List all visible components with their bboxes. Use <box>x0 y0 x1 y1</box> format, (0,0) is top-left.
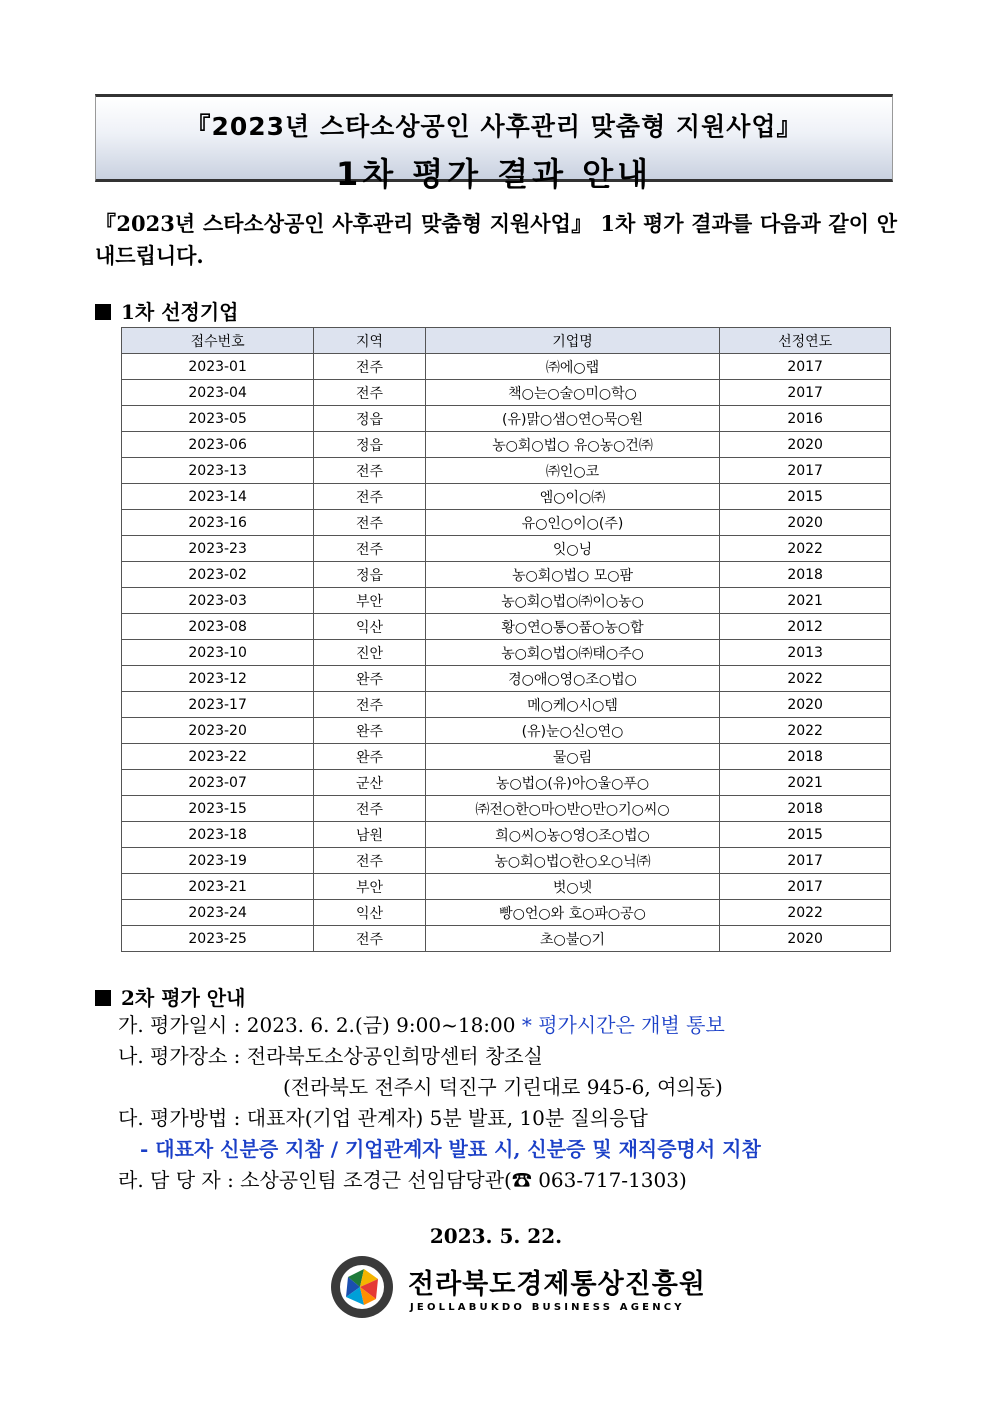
cell-region: 전주 <box>314 796 426 822</box>
table-row <box>122 380 891 406</box>
cell-year: 2015 <box>720 822 891 848</box>
cell-receipt-no: 2023-04 <box>122 380 314 406</box>
cell-year: 2018 <box>720 562 891 588</box>
cell-year: 2021 <box>720 588 891 614</box>
table-row <box>122 562 891 588</box>
square-bullet-icon <box>95 304 111 320</box>
cell-company: 농○회○법○한○오○닉㈜ <box>425 848 720 874</box>
eval-contact: 라. 담 당 자 : 소상공인팀 조경근 선임담당관( <box>118 1168 512 1192</box>
cell-company: 황○연○통○품○농○합 <box>425 614 720 640</box>
table-body <box>122 354 891 952</box>
cell-region: 익산 <box>314 900 426 926</box>
cell-region: 완주 <box>314 744 426 770</box>
cell-company: 농○회○법○ 모○팜 <box>425 562 720 588</box>
cell-year: 2016 <box>720 406 891 432</box>
cell-region: 전주 <box>314 458 426 484</box>
cell-company: 농○회○법○㈜태○주○ <box>425 640 720 666</box>
cell-receipt-no: 2023-15 <box>122 796 314 822</box>
eval-time-note: * 평가시간은 개별 통보 <box>521 1013 725 1037</box>
cell-region: 정읍 <box>314 432 426 458</box>
cell-receipt-no: 2023-19 <box>122 848 314 874</box>
cell-receipt-no: 2023-03 <box>122 588 314 614</box>
table-row <box>122 640 891 666</box>
cell-receipt-no: 2023-07 <box>122 770 314 796</box>
cell-receipt-no: 2023-23 <box>122 536 314 562</box>
cell-year: 2022 <box>720 536 891 562</box>
table-row <box>122 510 891 536</box>
cell-company: ㈜전○한○마○반○만○기○씨○ <box>425 796 720 822</box>
cell-region: 전주 <box>314 926 426 952</box>
eval-date: 가. 평가일시 : 2023. 6. 2.(금) 9:00~18:00 <box>118 1013 516 1037</box>
cell-region: 전주 <box>314 510 426 536</box>
cell-company: 희○씨○농○영○조○법○ <box>425 822 720 848</box>
cell-receipt-no: 2023-05 <box>122 406 314 432</box>
section1-heading-text: 1차 선정기업 <box>121 300 239 324</box>
cell-receipt-no: 2023-10 <box>122 640 314 666</box>
cell-region: 전주 <box>314 692 426 718</box>
cell-year: 2017 <box>720 458 891 484</box>
table-row <box>122 692 891 718</box>
cell-region: 익산 <box>314 614 426 640</box>
cell-region: 진안 <box>314 640 426 666</box>
cell-region: 완주 <box>314 718 426 744</box>
table-row <box>122 770 891 796</box>
cell-year: 2015 <box>720 484 891 510</box>
eval-address: (전라북도 전주시 덕진구 기린대로 945-6, 여의동) <box>283 1075 723 1099</box>
section2-heading <box>95 982 245 1011</box>
col-header-company: 기업명 <box>425 328 720 354</box>
cell-year: 2020 <box>720 926 891 952</box>
table-row <box>122 354 891 380</box>
col-header-region: 지역 <box>314 328 426 354</box>
intro-paragraph: 『2023년 스타소상공인 사후관리 맞춤형 지원사업』 1차 평가 결과를 다음과 같이 안내드립니다. <box>95 211 897 268</box>
cell-region: 정읍 <box>314 562 426 588</box>
cell-receipt-no: 2023-20 <box>122 718 314 744</box>
cell-receipt-no: 2023-01 <box>122 354 314 380</box>
cell-company: 농○회○법○ 유○농○건㈜ <box>425 432 720 458</box>
eval-place: 나. 평가장소 : 전라북도소상공인희망센터 창조실 <box>118 1044 543 1068</box>
col-header-year: 선정연도 <box>720 328 891 354</box>
section2-heading-text: 2차 평가 안내 <box>121 986 246 1010</box>
cell-company: 유○인○이○(주) <box>425 510 720 536</box>
cell-company: 농○회○법○㈜이○농○ <box>425 588 720 614</box>
cell-company: (유)눈○신○연○ <box>425 718 720 744</box>
title-box <box>95 94 893 193</box>
cell-company: 초○불○기 <box>425 926 720 952</box>
cell-receipt-no: 2023-24 <box>122 900 314 926</box>
cell-receipt-no: 2023-06 <box>122 432 314 458</box>
table-row <box>122 874 891 900</box>
page-title: 1차 평가 결과 안내 <box>335 155 653 193</box>
cell-year: 2017 <box>720 380 891 406</box>
cell-year: 2012 <box>720 614 891 640</box>
eval-method: 다. 평가방법 : 대표자(기업 관계자) 5분 발표, 10분 질의응답 <box>118 1106 648 1130</box>
cell-region: 전주 <box>314 354 426 380</box>
cell-company: 잇○닝 <box>425 536 720 562</box>
cell-receipt-no: 2023-25 <box>122 926 314 952</box>
cell-company: ㈜인○코 <box>425 458 720 484</box>
cell-company: 메○케○시○템 <box>425 692 720 718</box>
selected-firms-table <box>121 327 891 952</box>
cell-company: 물○림 <box>425 744 720 770</box>
cell-company: 벗○넷 <box>425 874 720 900</box>
title-line1: 『2023년 스타소상공인 사후관리 맞춤형 지원사업』 <box>185 112 803 141</box>
cell-company: 경○애○영○조○법○ <box>425 666 720 692</box>
phone-icon: ☎ <box>511 1168 532 1192</box>
cell-year: 2017 <box>720 354 891 380</box>
cell-year: 2017 <box>720 848 891 874</box>
cell-region: 군산 <box>314 770 426 796</box>
cell-company: (유)맑○샘○연○묵○원 <box>425 406 720 432</box>
cell-company: 빵○언○와 호○파○공○ <box>425 900 720 926</box>
cell-region: 전주 <box>314 380 426 406</box>
cell-year: 2020 <box>720 432 891 458</box>
table-row <box>122 900 891 926</box>
agency-emblem-icon <box>330 1255 394 1319</box>
cell-year: 2013 <box>720 640 891 666</box>
table-row <box>122 458 891 484</box>
cell-year: 2022 <box>720 666 891 692</box>
table-row <box>122 926 891 952</box>
cell-company: 엠○이○㈜ <box>425 484 720 510</box>
agency-name: 전라북도경제통상진흥원 <box>408 1269 706 1300</box>
cell-year: 2018 <box>720 744 891 770</box>
table-row <box>122 822 891 848</box>
cell-region: 정읍 <box>314 406 426 432</box>
cell-receipt-no: 2023-12 <box>122 666 314 692</box>
table-row <box>122 406 891 432</box>
eval-id-note: - 대표자 신분증 지참 / 기업관계자 발표 시, 신분증 및 재직증명서 지참 <box>140 1137 761 1161</box>
cell-year: 2022 <box>720 718 891 744</box>
cell-company: 책○는○술○미○학○ <box>425 380 720 406</box>
table-row <box>122 796 891 822</box>
cell-receipt-no: 2023-02 <box>122 562 314 588</box>
document-date: 2023. 5. 22. <box>429 1224 563 1248</box>
section1-heading <box>95 296 238 325</box>
cell-year: 2021 <box>720 770 891 796</box>
table-row <box>122 744 891 770</box>
table-header-row <box>122 328 891 354</box>
eval-contact-line <box>118 1165 908 1196</box>
col-header-receipt-no: 접수번호 <box>122 328 314 354</box>
cell-receipt-no: 2023-13 <box>122 458 314 484</box>
cell-region: 전주 <box>314 536 426 562</box>
eval-contact-phone: 063-717-1303) <box>538 1168 687 1192</box>
cell-receipt-no: 2023-08 <box>122 614 314 640</box>
table-row <box>122 718 891 744</box>
cell-receipt-no: 2023-22 <box>122 744 314 770</box>
cell-receipt-no: 2023-14 <box>122 484 314 510</box>
agency-english-name: JEOLLABUKDO BUSINESS AGENCY <box>410 1302 685 1313</box>
table-row <box>122 848 891 874</box>
cell-company: 농○법○(유)아○울○푸○ <box>425 770 720 796</box>
evaluation-info <box>118 1010 908 1196</box>
cell-receipt-no: 2023-18 <box>122 822 314 848</box>
cell-company: ㈜에○랩 <box>425 354 720 380</box>
cell-region: 남원 <box>314 822 426 848</box>
cell-region: 전주 <box>314 484 426 510</box>
table-row <box>122 588 891 614</box>
cell-year: 2017 <box>720 874 891 900</box>
cell-year: 2020 <box>720 692 891 718</box>
table-row <box>122 614 891 640</box>
cell-region: 전주 <box>314 848 426 874</box>
cell-year: 2020 <box>720 510 891 536</box>
cell-receipt-no: 2023-21 <box>122 874 314 900</box>
cell-receipt-no: 2023-16 <box>122 510 314 536</box>
cell-region: 부안 <box>314 588 426 614</box>
cell-year: 2022 <box>720 900 891 926</box>
cell-receipt-no: 2023-17 <box>122 692 314 718</box>
eval-date-line <box>118 1010 908 1041</box>
table-row <box>122 432 891 458</box>
table-row <box>122 666 891 692</box>
table-row <box>122 536 891 562</box>
cell-region: 부안 <box>314 874 426 900</box>
table-row <box>122 484 891 510</box>
cell-region: 완주 <box>314 666 426 692</box>
cell-year: 2018 <box>720 796 891 822</box>
square-bullet-icon <box>95 990 111 1006</box>
